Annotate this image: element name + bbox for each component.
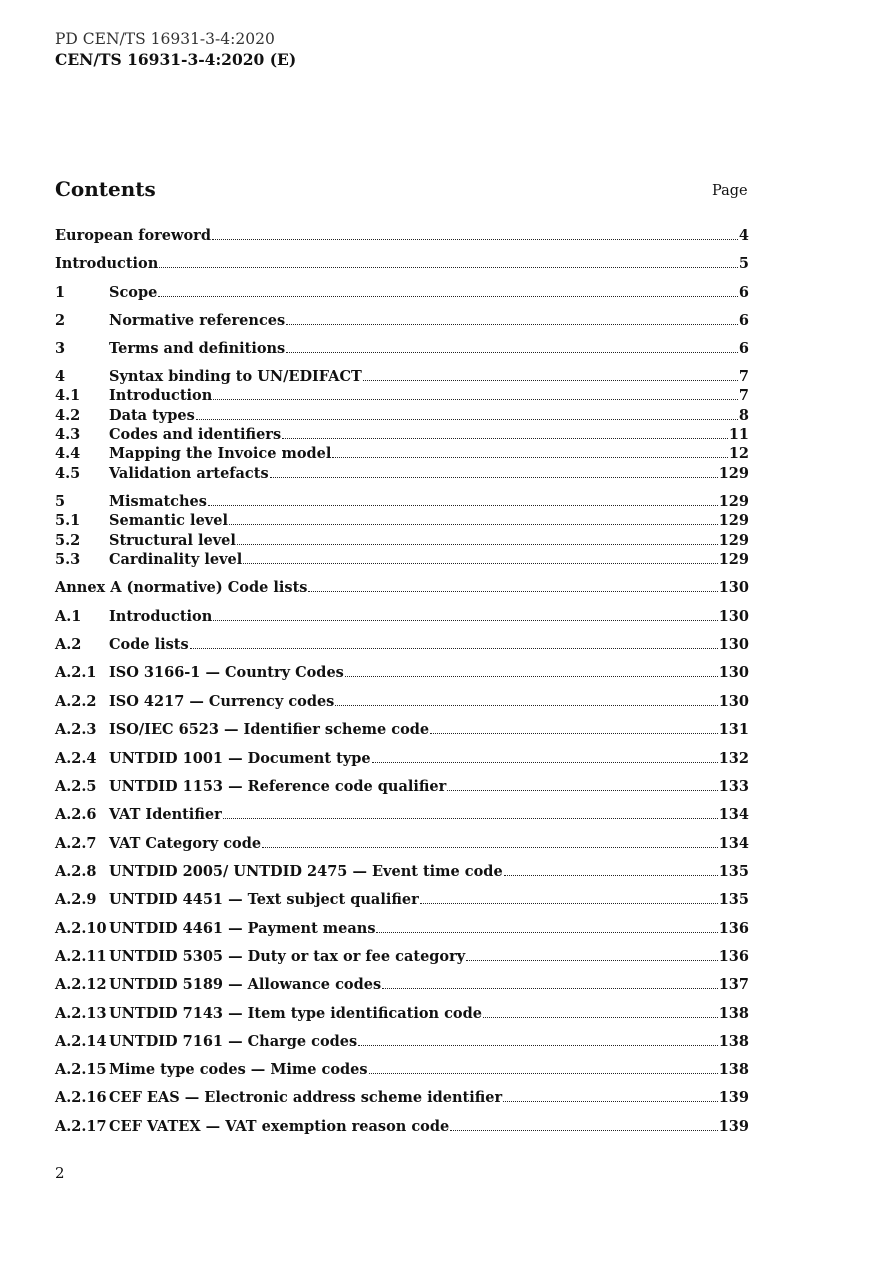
toc-entry-page: 135 xyxy=(718,891,749,908)
toc-entry[interactable] xyxy=(55,749,749,768)
page-number: 2 xyxy=(55,1164,65,1182)
toc-entry-title: UNTDID 4461 — Payment means xyxy=(109,920,376,937)
toc-entry-number: A.2.7 xyxy=(55,835,97,852)
toc-dot-leader xyxy=(308,590,717,592)
toc-dot-leader xyxy=(332,456,727,458)
toc-entry-number: 4.5 xyxy=(55,465,81,482)
toc-entry-number: A.2.13 xyxy=(55,1005,107,1022)
toc-entry-title: Codes and identifiers xyxy=(109,426,282,443)
toc-entry-title: Syntax binding to UN/EDIFACT xyxy=(109,368,362,385)
toc-entry-number: A.2.14 xyxy=(55,1033,107,1050)
toc-entry-page: 130 xyxy=(718,664,749,681)
toc-entry-page: 6 xyxy=(738,340,749,357)
toc-entry-page: 130 xyxy=(718,608,749,625)
toc-entry[interactable] xyxy=(55,511,749,530)
toc-dot-leader xyxy=(243,562,717,564)
toc-dot-leader xyxy=(223,817,718,819)
toc-dot-leader xyxy=(190,647,718,649)
toc-entry-title: Data types xyxy=(109,407,195,424)
toc-entry[interactable] xyxy=(55,406,749,425)
toc-entry[interactable] xyxy=(55,226,749,245)
toc-entry-number: 5.1 xyxy=(55,512,81,529)
toc-dot-leader xyxy=(450,1129,717,1131)
toc-entry[interactable] xyxy=(55,890,749,909)
toc-entry[interactable] xyxy=(55,805,749,824)
toc-dot-leader xyxy=(363,379,738,381)
toc-entry-title: UNTDID 5305 — Duty or tax or fee category xyxy=(109,948,466,965)
toc-entry-page: 138 xyxy=(718,1005,749,1022)
toc-entry-number: 4.2 xyxy=(55,407,81,424)
toc-entry-page: 7 xyxy=(738,368,749,385)
toc-entry-page: 136 xyxy=(718,920,749,937)
toc-dot-leader xyxy=(286,351,738,353)
toc-dot-leader xyxy=(382,987,718,989)
toc-entry[interactable] xyxy=(55,1032,749,1051)
toc-dot-leader xyxy=(466,959,718,961)
toc-entry-page: 139 xyxy=(718,1089,749,1106)
toc-entry[interactable] xyxy=(55,1088,749,1107)
toc-entry[interactable] xyxy=(55,492,749,511)
toc-entry-number: A.2.1 xyxy=(55,664,97,681)
toc-entry[interactable] xyxy=(55,367,749,386)
toc-entry-number: A.2.5 xyxy=(55,778,97,795)
toc-dot-leader xyxy=(208,504,718,506)
toc-entry-number: A.2.15 xyxy=(55,1061,107,1078)
toc-entry[interactable] xyxy=(55,1060,749,1079)
toc-entry-number: A.1 xyxy=(55,608,82,625)
toc-dot-leader xyxy=(213,619,717,621)
toc-entry[interactable] xyxy=(55,425,749,444)
toc-entry[interactable] xyxy=(55,692,749,711)
toc-dot-leader xyxy=(196,418,738,420)
toc-entry-title: Mime type codes — Mime codes xyxy=(109,1061,368,1078)
toc-dot-leader xyxy=(286,323,738,325)
toc-dot-leader xyxy=(369,1072,718,1074)
toc-entry[interactable] xyxy=(55,862,749,881)
toc-dot-leader xyxy=(345,675,718,677)
toc-entry-page: 129 xyxy=(718,532,749,549)
toc-entry-number: 1 xyxy=(55,284,66,301)
toc-entry[interactable] xyxy=(55,635,749,654)
toc-entry-page: 130 xyxy=(718,579,749,596)
toc-entry[interactable] xyxy=(55,720,749,739)
toc-entry[interactable] xyxy=(55,550,749,569)
toc-entry-title: Introduction xyxy=(55,255,159,272)
toc-entry-number: A.2.8 xyxy=(55,863,97,880)
toc-dot-leader xyxy=(504,874,718,876)
toc-dot-leader xyxy=(358,1044,718,1046)
toc-entry[interactable] xyxy=(55,254,749,273)
toc-entry-page: 129 xyxy=(718,551,749,568)
toc-entry[interactable] xyxy=(55,663,749,682)
toc-entry-page: 137 xyxy=(718,976,749,993)
page-column-label: Page xyxy=(712,183,748,199)
toc-entry-title: Semantic level xyxy=(109,512,228,529)
toc-dot-leader xyxy=(376,931,717,933)
toc-entry-title: VAT Identifier xyxy=(109,806,222,823)
toc-entry-page: 133 xyxy=(718,778,749,795)
toc-entry-page: 129 xyxy=(718,493,749,510)
toc-entry-title: UNTDID 1153 — Reference code qualifier xyxy=(109,778,447,795)
toc-entry-title: Introduction xyxy=(109,608,213,625)
toc-entry-title: Annex A (normative) Code lists xyxy=(55,579,308,596)
toc-entry-page: 4 xyxy=(738,227,749,244)
toc-dot-leader xyxy=(420,902,718,904)
toc-dot-leader xyxy=(372,761,718,763)
toc-entry[interactable] xyxy=(55,578,749,597)
toc-entry-page: 136 xyxy=(718,948,749,965)
toc-entry-number: A.2.6 xyxy=(55,806,97,823)
toc-entry-number: 2 xyxy=(55,312,66,329)
toc-entry-number: 5 xyxy=(55,493,66,510)
toc-entry[interactable] xyxy=(55,607,749,626)
toc-entry-number: A.2.2 xyxy=(55,693,97,710)
toc-entry-title: UNTDID 4451 — Text subject qualifier xyxy=(109,891,419,908)
toc-entry-number: A.2.11 xyxy=(55,948,107,965)
toc-entry[interactable] xyxy=(55,947,749,966)
toc-entry[interactable] xyxy=(55,283,749,302)
toc-entry-title: ISO 3166-1 — Country Codes xyxy=(109,664,344,681)
toc-entry-title: Normative references xyxy=(109,312,286,329)
toc-entry-title: UNTDID 2005/ UNTDID 2475 — Event time code xyxy=(109,863,503,880)
toc-dot-leader xyxy=(282,437,728,439)
toc-entry-page: 129 xyxy=(718,512,749,529)
toc-entry-page: 132 xyxy=(718,750,749,767)
toc-entry[interactable] xyxy=(55,311,749,330)
toc-entry-page: 130 xyxy=(718,693,749,710)
toc-entry-number: A.2.4 xyxy=(55,750,97,767)
toc-entry-title: CEF EAS — Electronic address scheme identifier xyxy=(109,1089,503,1106)
toc-dot-leader xyxy=(262,846,718,848)
toc-entry-number: A.2 xyxy=(55,636,82,653)
toc-entry-title: Introduction xyxy=(109,387,213,404)
toc-entry[interactable] xyxy=(55,444,749,463)
toc-dot-leader xyxy=(335,704,717,706)
toc-dot-leader xyxy=(237,543,718,545)
toc-entry[interactable] xyxy=(55,777,749,796)
toc-entry-page: 134 xyxy=(718,835,749,852)
toc-entry-title: UNTDID 7161 — Charge codes xyxy=(109,1033,358,1050)
toc-dot-leader xyxy=(213,398,738,400)
toc-entry-page: 5 xyxy=(738,255,749,272)
toc-entry-page: 6 xyxy=(738,312,749,329)
toc-dot-leader xyxy=(158,295,738,297)
toc-entry-title: UNTDID 1001 — Document type xyxy=(109,750,371,767)
toc-entry-number: A.2.17 xyxy=(55,1118,107,1135)
toc-entry[interactable] xyxy=(55,834,749,853)
toc-entry-page: 131 xyxy=(718,721,749,738)
toc-dot-leader xyxy=(483,1016,718,1018)
toc-entry-title: Code lists xyxy=(109,636,189,653)
toc-entry-number: A.2.9 xyxy=(55,891,97,908)
toc-entry[interactable] xyxy=(55,531,749,550)
toc-entry-number: A.2.10 xyxy=(55,920,107,937)
toc-entry-number: A.2.12 xyxy=(55,976,107,993)
toc-entry-number: 5.3 xyxy=(55,551,81,568)
toc-entry-title: ISO/IEC 6523 — Identifier scheme code xyxy=(109,721,430,738)
toc-entry-page: 134 xyxy=(718,806,749,823)
toc-entry-title: Mismatches xyxy=(109,493,207,510)
contents-heading: Contents xyxy=(55,177,156,201)
document-id-national: PD CEN/TS 16931-3-4:2020 xyxy=(55,30,275,48)
toc-entry-number: 4 xyxy=(55,368,66,385)
toc-dot-leader xyxy=(270,476,718,478)
toc-entry-number: 4.4 xyxy=(55,445,81,462)
toc-entry-title: ISO 4217 — Currency codes xyxy=(109,693,335,710)
toc-entry-page: 130 xyxy=(718,636,749,653)
toc-dot-leader xyxy=(503,1100,718,1102)
toc-entry-page: 135 xyxy=(718,863,749,880)
toc-entry-number: 5.2 xyxy=(55,532,81,549)
toc-dot-leader xyxy=(229,523,718,525)
toc-entry[interactable] xyxy=(55,464,749,483)
toc-entry-number: 4.3 xyxy=(55,426,81,443)
toc-entry-page: 139 xyxy=(718,1118,749,1135)
toc-entry-page: 129 xyxy=(718,465,749,482)
toc-dot-leader xyxy=(430,732,718,734)
toc-entry-title: Mapping the Invoice model xyxy=(109,445,332,462)
toc-entry-page: 11 xyxy=(728,426,749,443)
toc-entry-number: 4.1 xyxy=(55,387,81,404)
toc-entry-page: 7 xyxy=(738,387,749,404)
toc-entry-page: 6 xyxy=(738,284,749,301)
document-id-european: CEN/TS 16931-3-4:2020 (E) xyxy=(55,50,297,69)
toc-dot-leader xyxy=(212,238,738,240)
toc-entry-number: 3 xyxy=(55,340,66,357)
toc-dot-leader xyxy=(159,266,738,268)
toc-entry-page: 138 xyxy=(718,1061,749,1078)
toc-entry[interactable] xyxy=(55,1117,749,1136)
toc-entry-title: UNTDID 5189 — Allowance codes xyxy=(109,976,382,993)
toc-entry[interactable] xyxy=(55,919,749,938)
toc-entry-page: 8 xyxy=(738,407,749,424)
toc-entry-title: European foreword xyxy=(55,227,211,244)
toc-entry[interactable] xyxy=(55,386,749,405)
toc-entry[interactable] xyxy=(55,975,749,994)
toc-entry-title: Structural level xyxy=(109,532,236,549)
toc-entry-title: VAT Category code xyxy=(109,835,262,852)
toc-entry-title: UNTDID 7143 — Item type identification code xyxy=(109,1005,482,1022)
toc-entry-page: 12 xyxy=(728,445,749,462)
toc-entry[interactable] xyxy=(55,1004,749,1023)
toc-entry-number: A.2.16 xyxy=(55,1089,107,1106)
toc-entry-title: Terms and definitions xyxy=(109,340,286,357)
toc-entry-number: A.2.3 xyxy=(55,721,97,738)
toc-entry-page: 138 xyxy=(718,1033,749,1050)
toc-entry-title: CEF VATEX — VAT exemption reason code xyxy=(109,1118,450,1135)
toc-entry-title: Validation artefacts xyxy=(109,465,269,482)
toc-entry[interactable] xyxy=(55,339,749,358)
toc-entry-title: Cardinality level xyxy=(109,551,243,568)
toc-entry-title: Scope xyxy=(109,284,158,301)
toc-dot-leader xyxy=(447,789,717,791)
